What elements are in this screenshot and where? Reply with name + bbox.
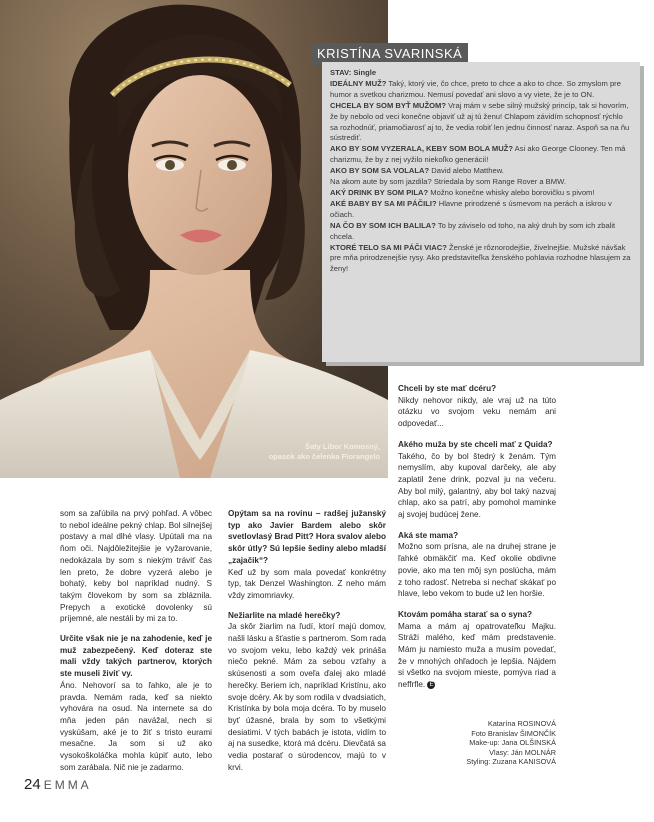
profile-item: AKÉ BABY BY SA MI PÁČILI? Hlavne prirodzené s úsmevom na perách a iskrou v očiach. — [330, 198, 612, 219]
profile-item: Na akom aute by som jazdila? Striedala by som Range Rover a BMW. — [330, 177, 566, 187]
profile-item: IDEÁLNY MUŽ? Taký, ktorý vie, čo chce, preto to chce a ako to chce. So zmyslom pre humor a svetkou charizmou. Nemusí povedať ani slovo a vy viete, že je to ON. — [330, 78, 621, 99]
qa-block: Nežiarlite na mladé herečky? Ja skôr žiarlim na ľudí, ktorí majú domov, našli lásku a šťastie s partnerom. Som rada vo svojom veku, lebo každý vek prináša niečo pekné. Mám za sebou vzťahy a skúsenosti a som oveľa ďalej ako mladé herečky. Beriem ich, napríklad Kristínu, ako svoje dcéry. Ak by som rodila v dvadsiatich, Kristínka by bola moja dcéra. To by muselo byť úžasné, brala by som to všetkými desiatimi. V tých babách je istota, vidím to aj na susedke, ktorá má dcéru. Dievčatá sa vedia postarať o súrodencov, majú to v krvi. — [228, 610, 386, 772]
photo-caption — [240, 442, 380, 462]
magazine-name: EMMA — [43, 778, 92, 792]
credit-line: Make-up: Jana OLŠINSKÁ — [469, 738, 556, 748]
page-footer — [24, 776, 92, 793]
article-column-2 — [228, 508, 386, 781]
qa-block: Ktovám pomáha starať sa o syna? Mama a mám aj opatrovateľku Majku. Stráži malého, keď mám predstavenie. Mám ju namiesto muža a musím povedať, že v mnohých ohľadoch je lepšia. Nájdem si všetko na svojom mieste, pomýva riad a neffrfle. E — [398, 609, 556, 690]
profile-item: KTORÉ TELO SA MI PÁČI VIAC? Ženské je rôznorodejšie, živelnejšie. Mužské návšak pre mňa prirodzenejšie rysy. Ako predstaviteľka ženského pohlavia rozhodne hlasujem za ženy! — [330, 242, 631, 274]
article-column-1 — [60, 508, 212, 781]
credits-block — [420, 719, 556, 767]
qa-block: Opýtam sa na rovinu – radšej južanský typ ako Javier Bardem alebo skôr svetlovlasý Brad Pitt? Hora svalov alebo skôr útly? Sú lepšie šediny alebo mladší „zajačik“? Keď už by som mala povedať konkrétny typ, tak Denzel Washington. Z neho mám vždy zimomriavky. — [228, 509, 386, 600]
qa-block: Aká ste mama? Možno som prísna, ale na druhej strane je ľahké obmäkčiť ma. Keď okolie obdivne povie, ako ma ten môj syn poslúcha, mám z toho radosť. Netreba si nechať skákať po hlave, lebo vekom to bude už len horšie. — [398, 530, 556, 599]
qa-block: Akého muža by ste chceli mať z Quida? Takého, čo by bol štedrý k ženám. Tým nemyslím, aby kupoval darčeky, ale aby zaplatil žene drink, pozval ju na večeru. Aby bol milý, galantný, aby bol taký nazvaj chlap, ako sa patrí, aby pomohol maminke aj svojej budúcej žene. — [398, 439, 556, 520]
profile-item: AKO BY SOM SA VOLALA? David alebo Matthew. — [330, 166, 504, 176]
credit-line: Katarína ROSINOVÁ — [487, 719, 556, 728]
page-number: 24 — [24, 776, 41, 793]
caption-line-1: Šaty Libor Komosný, — [304, 442, 380, 451]
article-column-3 — [398, 383, 556, 700]
caption-line-2: opasok ako čelenka Fiorangelo — [268, 452, 380, 461]
profile-questionnaire-box — [322, 62, 640, 362]
profile-item: CHCELA BY SOM BYŤ MUŽOM? Vraj mám v sebe silný mužský princíp, tak si hovorím, že by nebolo od veci konečne objaviť už aj tú ženu! Chlapom závidím schopnosť rýchlo sa rozhodnúť, priamočiarosť aj to, že vedia robiť len jednu činnosť naraz. Aspoň sa na ňu sústrediť. — [330, 100, 630, 143]
end-mark-icon: E — [429, 682, 434, 688]
profile-item: AKÝ DRINK BY SOM PILA? Možno konečne whisky alebo borovičku s pivom! — [330, 187, 595, 197]
profile-item: NA ČO BY SOM ICH BALILA? To by záviselo od toho, na aký druh by som ich zbalit chcela. — [330, 220, 616, 241]
paragraph: som sa zaľúbila na prvý pohľad. A vôbec to nebol ideálne pekný chlap. Bol silnejšej postavy a mal dlhé vlasy. Upútali ma na ňom oči. Najdôležitejšie je vyžarovanie, nedokázala by som s niekým tráviť čas len preto, že dobre vyzerá alebo je bohatý, keby bol napríklad nudný. S takým človekom by som sa zbláznila. Prepych a exotické dovolenky sú príjemné, ale nestáli by mi za to. — [60, 509, 212, 624]
profile-item: AKO BY SOM VYZERALA, KEBY SOM BOLA MUŽ? Asi ako George Clooney. Ten má charizmu, že by z nej vyžilo niekoľko generácií! — [330, 144, 626, 165]
credit-line: Foto Branislav ŠIMONČÍK — [471, 728, 556, 738]
credit-line: Styling: Zuzana KANISOVÁ — [466, 757, 556, 767]
profile-name-label: KRISTÍNA SVARINSKÁ — [311, 43, 468, 65]
credit-line: Vlasy: Ján MOLNÁR — [489, 747, 556, 757]
qa-block: Určite však nie je na zahodenie, keď je muž zabezpečený. Keď doteraz ste mali vždy takých partnerov, ktorých ste museli živiť vy. Áno. Nehovorí sa to ľahko, ale je to pravda. Nemám rada, keď sa niekto vyhovára na osud. Na internete sa do mňa jeden pán navážal, nech si vyskúšam, aké je to žiť s tristo eurami mesačne. Ja som si už ako vysokoškoláčka mohla kúpiť auto, lebo som zarábala. Nič nie je zadarmo. — [60, 634, 212, 772]
qa-block: Chceli by ste mať dcéru? Nikdy nehovor nikdy, ale vraj už na túto otázku vo svojom veku nemám ani odpovedať... — [398, 384, 556, 429]
profile-item: STAV: Single — [330, 68, 377, 77]
